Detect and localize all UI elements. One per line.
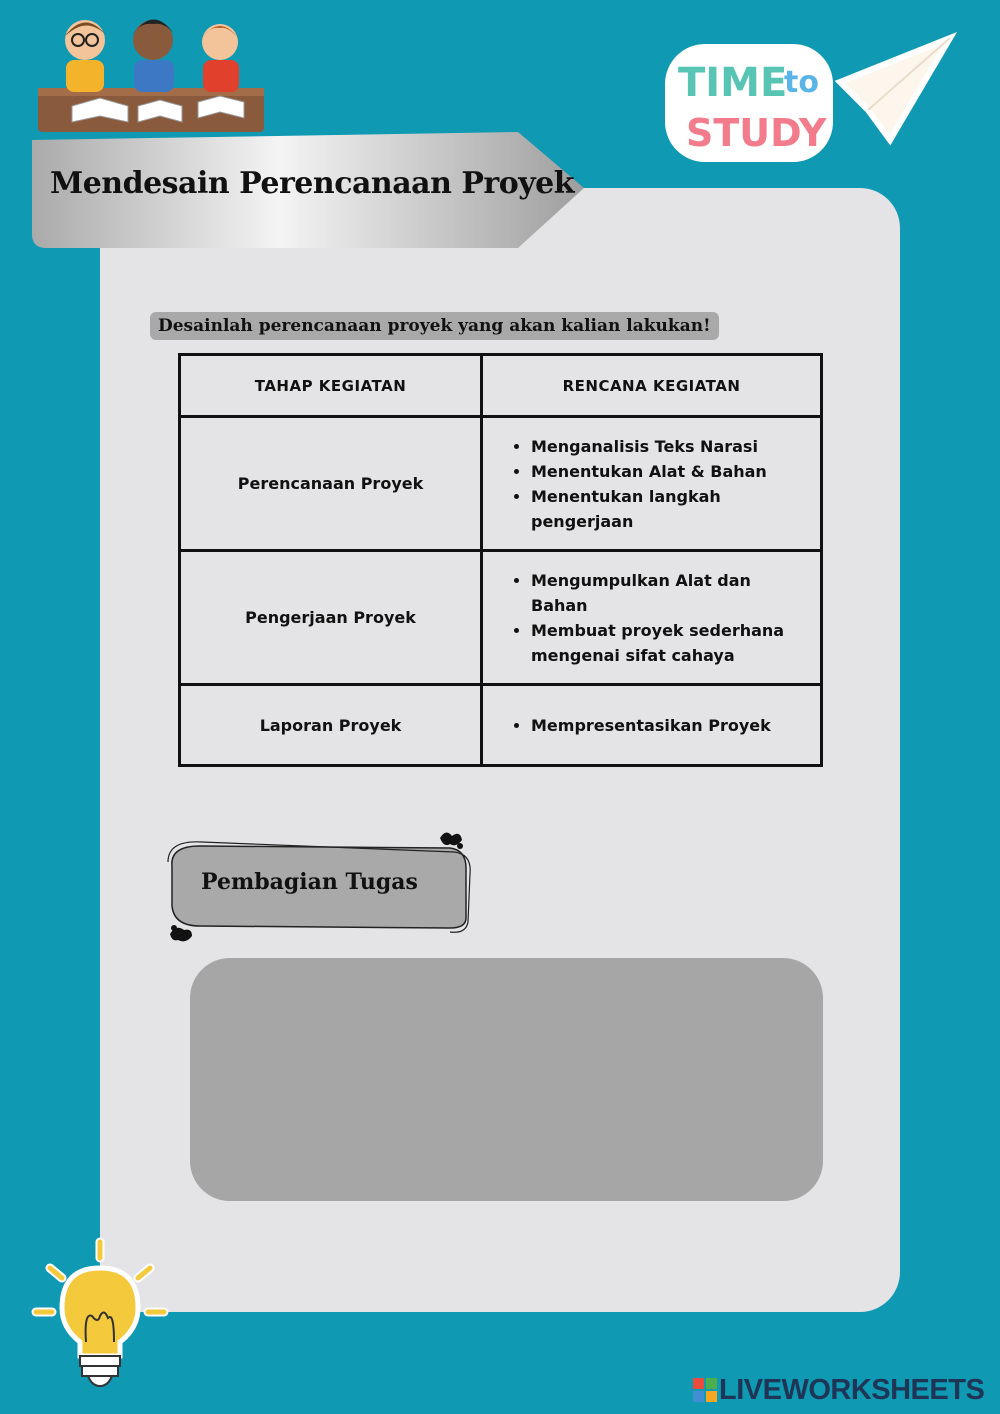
brand-text: LIVEWORKSHEETS bbox=[719, 1373, 985, 1406]
time-to-study-badge bbox=[660, 30, 960, 170]
project-plan-table bbox=[178, 353, 823, 767]
page-title: Mendesain Perencanaan Proyek bbox=[50, 166, 575, 201]
table-row bbox=[180, 417, 822, 551]
task-answer-box[interactable] bbox=[190, 958, 823, 1201]
list-item: • Menentukan Alat & Bahan bbox=[531, 459, 790, 484]
list-item: • Menentukan langkah pengerjaan bbox=[531, 484, 790, 534]
badge-to: to bbox=[784, 65, 819, 100]
activities-cell bbox=[482, 417, 822, 551]
activities-cell bbox=[482, 685, 822, 766]
liveworksheets-logo bbox=[693, 1374, 984, 1406]
table-header-row bbox=[180, 355, 822, 417]
kids-studying-illustration bbox=[30, 10, 270, 140]
list-item: • Mempresentasikan Proyek bbox=[531, 713, 790, 738]
list-item: • Menganalisis Teks Narasi bbox=[531, 434, 790, 459]
liveworksheets-mark-icon bbox=[693, 1378, 717, 1402]
activities-cell bbox=[482, 551, 822, 685]
stage-cell: Pengerjaan Proyek bbox=[180, 551, 482, 685]
table-row bbox=[180, 551, 822, 685]
instruction-text: Desainlah perencanaan proyek yang akan kalian lakukan! bbox=[150, 312, 719, 340]
list-item: • Mengumpulkan Alat dan Bahan bbox=[531, 568, 790, 618]
task-section-label: Pembagian Tugas bbox=[201, 869, 418, 895]
badge-time: TIME bbox=[678, 60, 788, 106]
stage-cell: Perencanaan Proyek bbox=[180, 417, 482, 551]
column-header-plan: RENCANA KEGIATAN bbox=[482, 355, 822, 417]
badge-study: STUDY bbox=[686, 111, 827, 155]
column-header-stage: TAHAP KEGIATAN bbox=[180, 355, 482, 417]
table-row bbox=[180, 685, 822, 766]
stage-cell: Laporan Proyek bbox=[180, 685, 482, 766]
list-item: • Membuat proyek sederhana mengenai sifat cahaya bbox=[531, 618, 790, 668]
lightbulb-icon bbox=[28, 1232, 173, 1392]
